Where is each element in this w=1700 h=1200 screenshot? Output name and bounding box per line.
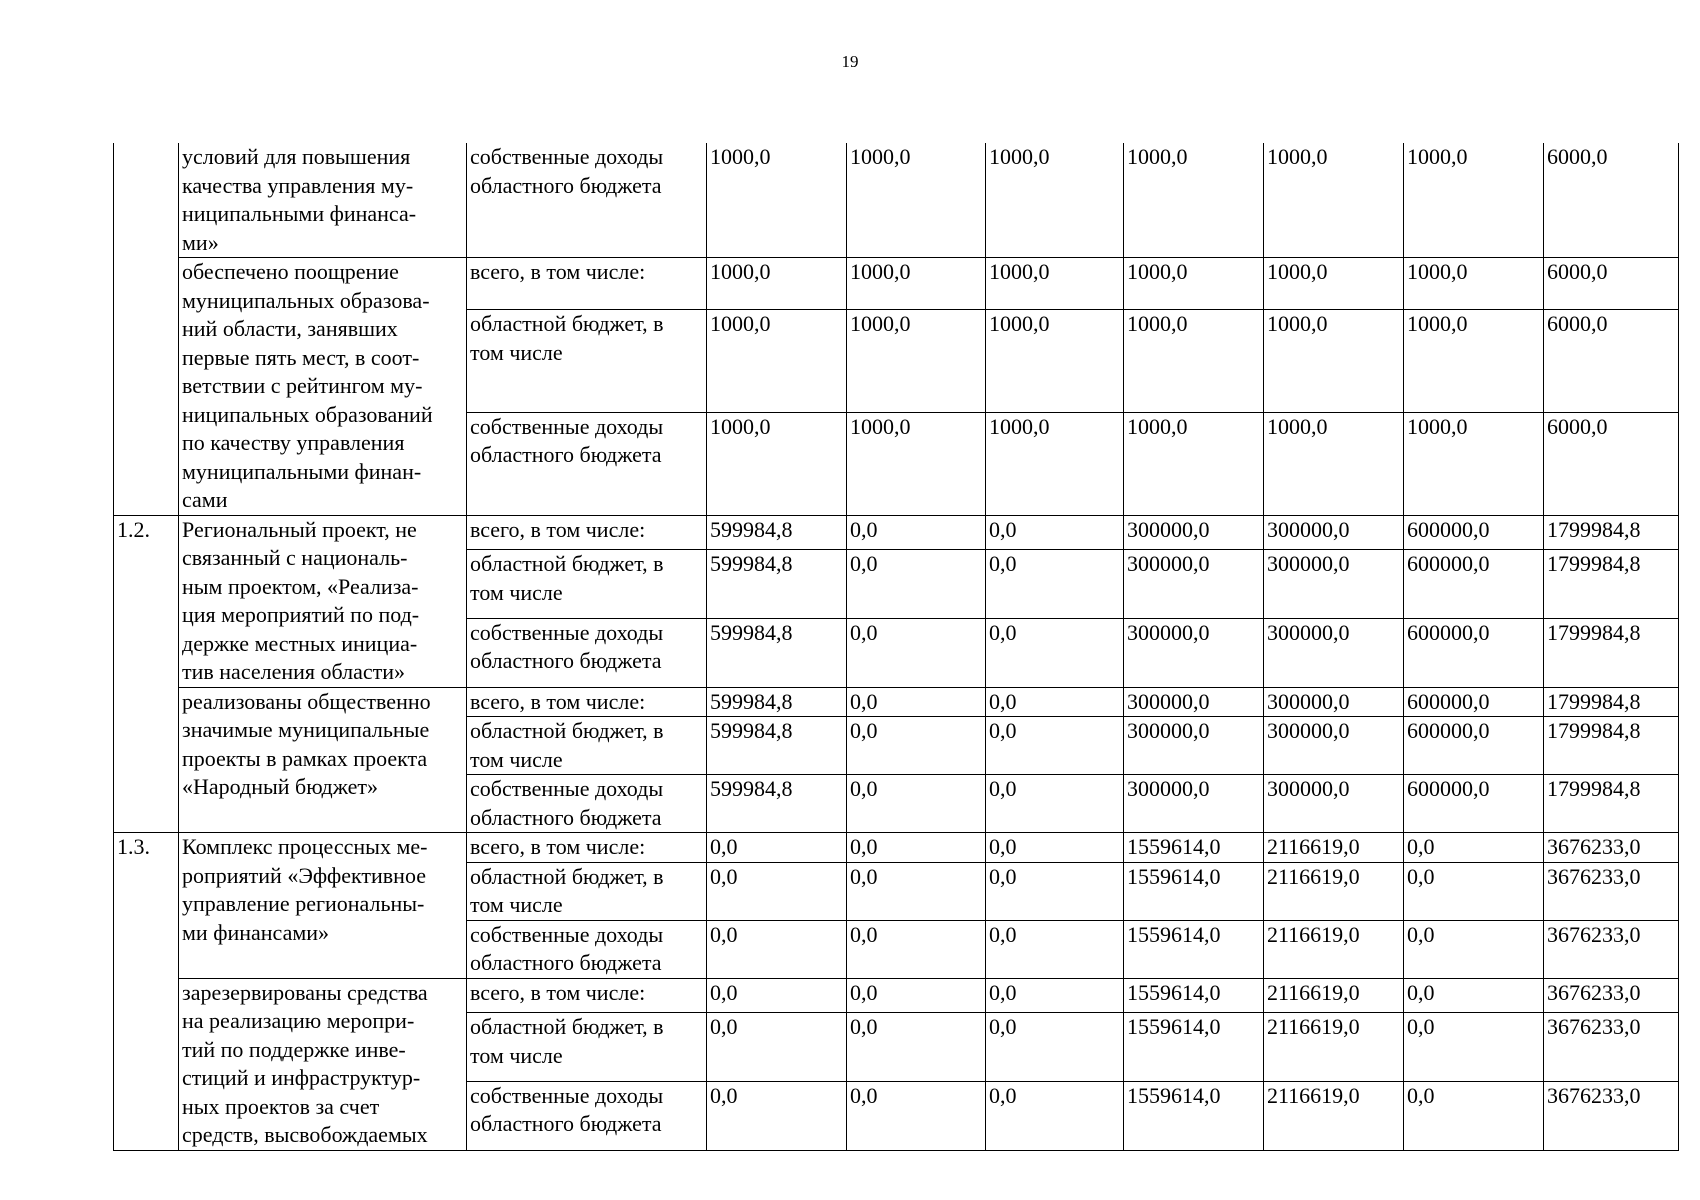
year-value-cell: 0,0 (986, 775, 1124, 833)
year-value-cell: 1559614,0 (1124, 862, 1264, 920)
description-cell (179, 978, 467, 1150)
total-value-cell: 3676233,0 (1544, 862, 1679, 920)
year-value-cell: 599984,8 (707, 550, 847, 619)
year-value-cell: 1000,0 (1124, 412, 1264, 515)
year-value-cell: 0,0 (847, 1013, 986, 1082)
description-cell (179, 515, 467, 687)
description-cell (179, 143, 467, 258)
page-number: 19 (841, 52, 859, 71)
funding-source-line: областного бюджета (470, 1111, 662, 1137)
year-value-cell: 0,0 (1404, 920, 1544, 978)
year-value-cell: 1000,0 (1404, 310, 1544, 413)
funding-source-line: областной бюджет, в (470, 551, 664, 577)
table-row (114, 687, 1679, 717)
funding-source-line: областной бюджет, в (470, 311, 664, 337)
year-value-cell: 0,0 (1404, 1013, 1544, 1082)
funding-source-cell (467, 412, 707, 515)
funding-source-line: областного бюджета (470, 172, 662, 198)
description-line: ция мероприятий по под- (182, 602, 420, 627)
year-value-cell: 0,0 (847, 687, 986, 717)
description-line: средств, высвобождаемых (182, 1122, 428, 1147)
description-line: связанный с националь- (182, 545, 408, 570)
description-line: ных проектов за счет (182, 1093, 380, 1119)
funding-source-line: всего, в том числе: (470, 834, 646, 859)
funding-source-cell (467, 1081, 707, 1150)
year-value-cell: 0,0 (707, 978, 847, 1013)
description-line: Региональный проект, не (182, 516, 417, 542)
description-line: «Народный бюджет» (182, 774, 379, 799)
year-value-cell: 2116619,0 (1264, 862, 1404, 920)
funding-source-cell (467, 833, 707, 863)
year-value-cell: 0,0 (847, 775, 986, 833)
year-value-cell: 0,0 (707, 1013, 847, 1082)
year-value-cell: 1000,0 (986, 310, 1124, 413)
year-value-cell: 599984,8 (707, 618, 847, 687)
description-line: тий по поддержке инве- (182, 1036, 406, 1062)
year-value-cell: 1000,0 (1264, 310, 1404, 413)
description-line: муниципальных образова- (182, 287, 430, 313)
year-value-cell: 1000,0 (847, 143, 986, 258)
year-value-cell: 300000,0 (1264, 550, 1404, 619)
funding-source-line: собственные доходы (470, 921, 664, 947)
description-line: ний области, занявших (182, 316, 398, 341)
description-cell (179, 833, 467, 979)
description-line: роприятий «Эффективное (182, 862, 426, 888)
item-number-cell (114, 143, 179, 515)
year-value-cell: 600000,0 (1404, 687, 1544, 717)
year-value-cell: 300000,0 (1264, 515, 1404, 550)
year-value-cell: 1000,0 (1124, 258, 1264, 310)
year-value-cell: 0,0 (707, 862, 847, 920)
year-value-cell: 2116619,0 (1264, 833, 1404, 863)
year-value-cell: 0,0 (986, 717, 1124, 775)
year-value-cell: 0,0 (707, 1081, 847, 1150)
total-value-cell: 6000,0 (1544, 310, 1679, 413)
funding-source-line: всего, в том числе: (470, 979, 646, 1005)
funding-source-line: областного бюджета (470, 648, 662, 674)
total-value-cell: 1799984,8 (1544, 687, 1679, 717)
year-value-cell: 1559614,0 (1124, 1013, 1264, 1082)
description-cell (179, 687, 467, 833)
description-line: ниципальных образований (182, 401, 433, 427)
year-value-cell: 1000,0 (847, 310, 986, 413)
funding-source-line: областного бюджета (470, 804, 662, 830)
total-value-cell: 3676233,0 (1544, 978, 1679, 1013)
description-line: сами (182, 487, 228, 512)
description-line: проекты в рамках проекта (182, 745, 428, 771)
year-value-cell: 0,0 (847, 717, 986, 775)
year-value-cell: 0,0 (986, 920, 1124, 978)
funding-source-cell (467, 143, 707, 258)
total-value-cell: 3676233,0 (1544, 833, 1679, 863)
year-value-cell: 600000,0 (1404, 550, 1544, 619)
year-value-cell: 1559614,0 (1124, 978, 1264, 1013)
description-line: значимые муниципальные (182, 717, 430, 742)
description-line: ным проектом, «Реализа- (182, 573, 419, 599)
year-value-cell: 0,0 (986, 687, 1124, 717)
year-value-cell: 300000,0 (1264, 775, 1404, 833)
year-value-cell: 0,0 (847, 978, 986, 1013)
year-value-cell: 300000,0 (1124, 775, 1264, 833)
year-value-cell: 0,0 (986, 550, 1124, 619)
funding-source-line: том числе (470, 579, 563, 605)
year-value-cell: 1000,0 (707, 258, 847, 310)
funding-source-line: том числе (470, 1042, 563, 1068)
description-line: ниципальными финанса- (182, 201, 417, 226)
table-row (114, 978, 1679, 1013)
description-line: на реализацию меропри- (182, 1008, 415, 1033)
table-row (114, 515, 1679, 550)
year-value-cell: 0,0 (1404, 1081, 1544, 1150)
total-value-cell: 3676233,0 (1544, 1013, 1679, 1082)
year-value-cell: 1000,0 (847, 258, 986, 310)
year-value-cell: 0,0 (707, 833, 847, 863)
total-value-cell: 1799984,8 (1544, 717, 1679, 775)
year-value-cell: 1559614,0 (1124, 920, 1264, 978)
budget-table-body (114, 143, 1679, 1150)
item-number-cell: 1.2. (114, 515, 179, 833)
table-row (114, 258, 1679, 310)
total-value-cell: 6000,0 (1544, 258, 1679, 310)
year-value-cell: 2116619,0 (1264, 920, 1404, 978)
year-value-cell: 1559614,0 (1124, 1081, 1264, 1150)
year-value-cell: 300000,0 (1264, 618, 1404, 687)
description-line: зарезервированы средства (182, 979, 428, 1005)
year-value-cell: 0,0 (847, 833, 986, 863)
year-value-cell: 1000,0 (1264, 143, 1404, 258)
year-value-cell: 0,0 (847, 862, 986, 920)
year-value-cell: 1000,0 (847, 412, 986, 515)
year-value-cell: 1000,0 (1404, 412, 1544, 515)
funding-source-cell (467, 775, 707, 833)
year-value-cell: 2116619,0 (1264, 1013, 1404, 1082)
year-value-cell: 0,0 (1404, 833, 1544, 863)
description-line: реализованы общественно (182, 688, 431, 714)
year-value-cell: 1000,0 (1404, 143, 1544, 258)
total-value-cell: 6000,0 (1544, 412, 1679, 515)
funding-source-line: областной бюджет, в (470, 718, 664, 743)
year-value-cell: 2116619,0 (1264, 1081, 1404, 1150)
total-value-cell: 1799984,8 (1544, 775, 1679, 833)
funding-source-line: собственные доходы (470, 413, 664, 439)
table-row (114, 143, 1679, 258)
funding-source-line: собственные доходы (470, 1082, 664, 1108)
year-value-cell: 0,0 (986, 833, 1124, 863)
year-value-cell: 599984,8 (707, 717, 847, 775)
year-value-cell: 600000,0 (1404, 618, 1544, 687)
funding-source-line: собственные доходы (470, 776, 664, 801)
funding-source-line: всего, в том числе: (470, 688, 646, 714)
year-value-cell: 0,0 (847, 618, 986, 687)
year-value-cell: 300000,0 (1124, 550, 1264, 619)
funding-source-cell (467, 862, 707, 920)
description-line: обеспечено поощрение (182, 259, 399, 284)
description-line: по качеству управления (182, 430, 405, 455)
funding-source-line: областной бюджет, в (470, 1014, 664, 1040)
year-value-cell: 1000,0 (1404, 258, 1544, 310)
table-row (114, 833, 1679, 863)
total-value-cell: 3676233,0 (1544, 920, 1679, 978)
year-value-cell: 0,0 (986, 862, 1124, 920)
year-value-cell: 1000,0 (1264, 258, 1404, 310)
total-value-cell: 1799984,8 (1544, 618, 1679, 687)
year-value-cell: 600000,0 (1404, 775, 1544, 833)
item-number-cell: 1.3. (114, 833, 179, 1151)
description-line: Комплекс процессных ме- (182, 834, 428, 859)
description-cell (179, 258, 467, 516)
year-value-cell: 1000,0 (986, 143, 1124, 258)
funding-source-cell (467, 515, 707, 550)
year-value-cell: 0,0 (986, 1081, 1124, 1150)
description-line: качества управления му- (182, 172, 414, 198)
funding-source-line: областного бюджета (470, 950, 662, 975)
description-line: стиций и инфраструктур- (182, 1065, 421, 1090)
funding-source-line: всего, в том числе: (470, 259, 646, 284)
total-value-cell: 1799984,8 (1544, 550, 1679, 619)
description-line: первые пять мест, в соот- (182, 344, 420, 370)
funding-source-cell (467, 920, 707, 978)
year-value-cell: 599984,8 (707, 775, 847, 833)
year-value-cell: 300000,0 (1124, 618, 1264, 687)
year-value-cell: 1000,0 (1264, 412, 1404, 515)
funding-source-line: собственные доходы (470, 619, 664, 645)
description-line: держке местных инициа- (182, 630, 418, 656)
funding-source-line: областной бюджет, в (470, 863, 664, 889)
description-line: ми финансами» (182, 919, 330, 945)
year-value-cell: 1000,0 (707, 310, 847, 413)
year-value-cell: 600000,0 (1404, 717, 1544, 775)
funding-source-cell (467, 618, 707, 687)
year-value-cell: 600000,0 (1404, 515, 1544, 550)
funding-source-cell (467, 1013, 707, 1082)
year-value-cell: 300000,0 (1124, 717, 1264, 775)
year-value-cell: 0,0 (986, 978, 1124, 1013)
year-value-cell: 1559614,0 (1124, 833, 1264, 863)
description-line: условий для повышения (182, 144, 411, 169)
year-value-cell: 300000,0 (1124, 515, 1264, 550)
description-line: ми» (182, 229, 219, 255)
year-value-cell: 1000,0 (986, 258, 1124, 310)
description-line: тив населения области» (182, 659, 406, 684)
year-value-cell: 0,0 (986, 515, 1124, 550)
year-value-cell: 1000,0 (986, 412, 1124, 515)
year-value-cell: 0,0 (1404, 978, 1544, 1013)
year-value-cell: 0,0 (986, 1013, 1124, 1082)
year-value-cell: 0,0 (707, 920, 847, 978)
year-value-cell: 2116619,0 (1264, 978, 1404, 1013)
total-value-cell: 3676233,0 (1544, 1081, 1679, 1150)
funding-source-line: областного бюджета (470, 442, 662, 468)
year-value-cell: 1000,0 (1124, 310, 1264, 413)
year-value-cell: 599984,8 (707, 687, 847, 717)
funding-source-line: том числе (470, 339, 563, 365)
year-value-cell: 0,0 (847, 550, 986, 619)
year-value-cell: 300000,0 (1124, 687, 1264, 717)
funding-source-line: том числе (470, 892, 563, 917)
funding-source-line: всего, в том числе: (470, 516, 646, 542)
description-line: муниципальными финан- (182, 458, 422, 484)
total-value-cell: 1799984,8 (1544, 515, 1679, 550)
description-line: управление региональны- (182, 891, 425, 916)
year-value-cell: 300000,0 (1264, 687, 1404, 717)
funding-source-cell (467, 717, 707, 775)
year-value-cell: 599984,8 (707, 515, 847, 550)
description-line: ветствии с рейтингом му- (182, 373, 423, 398)
funding-source-cell (467, 687, 707, 717)
year-value-cell: 0,0 (986, 618, 1124, 687)
year-value-cell: 0,0 (847, 515, 986, 550)
year-value-cell: 1000,0 (707, 412, 847, 515)
funding-source-line: собственные доходы (470, 144, 664, 169)
total-value-cell: 6000,0 (1544, 143, 1679, 258)
year-value-cell: 1000,0 (707, 143, 847, 258)
year-value-cell: 0,0 (1404, 862, 1544, 920)
year-value-cell: 300000,0 (1264, 717, 1404, 775)
funding-source-line: том числе (470, 746, 563, 772)
funding-source-cell (467, 258, 707, 310)
year-value-cell: 1000,0 (1124, 143, 1264, 258)
year-value-cell: 0,0 (847, 1081, 986, 1150)
year-value-cell: 0,0 (847, 920, 986, 978)
funding-source-cell (467, 550, 707, 619)
funding-source-cell (467, 978, 707, 1013)
budget-table (113, 143, 1679, 1151)
funding-source-cell (467, 310, 707, 413)
